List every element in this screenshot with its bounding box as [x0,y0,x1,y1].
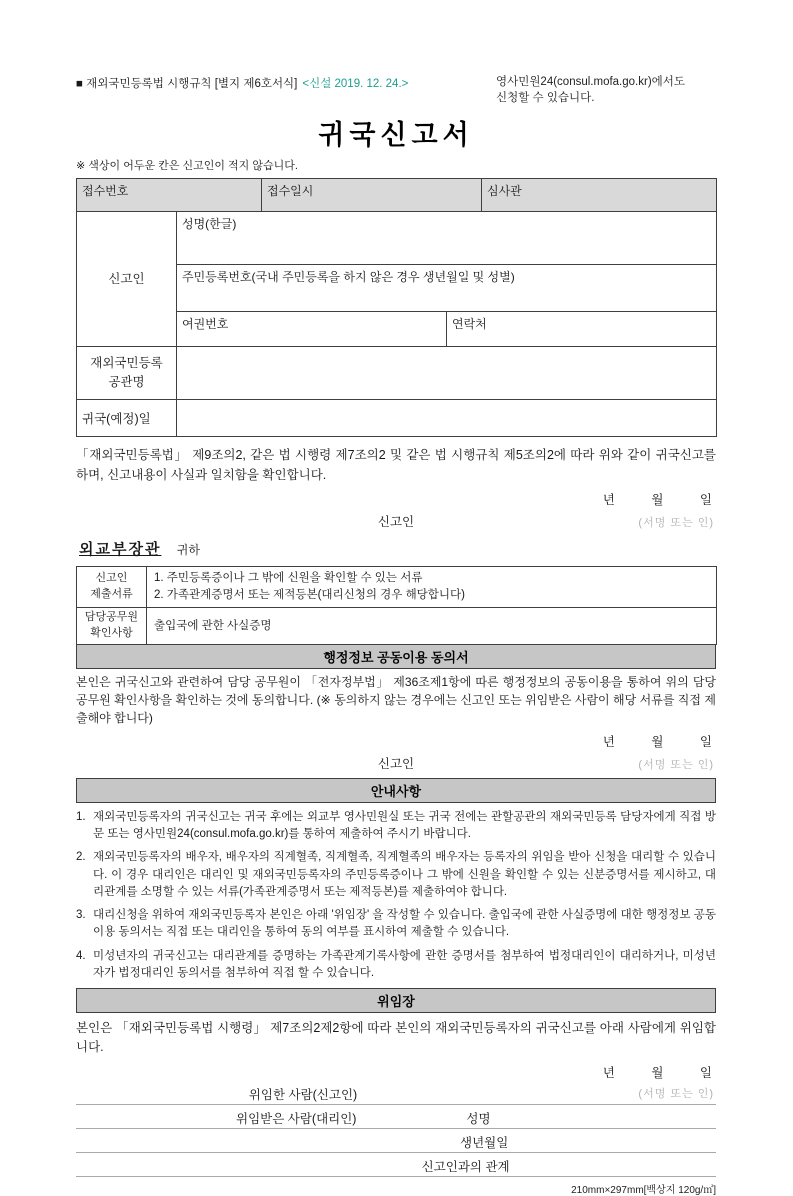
guidance-item-number: 1. [76,810,86,823]
return-date-label-cell [77,400,177,437]
consulate-field-cell[interactable] [177,347,717,400]
examiner-cell [482,179,717,212]
delegator-label: 위임한 사람(신고인) [248,1087,358,1102]
delegatee-birthdate-label: 생년월일 [460,1135,509,1150]
online-application-note [496,74,716,106]
return-date-label: 귀국(예정)일 [82,412,151,427]
passport-field-cell[interactable] [177,312,447,347]
year-label: 년 [602,734,615,749]
consent-signature-row [76,754,716,772]
delegation-date-line [76,1063,716,1081]
year-label: 년 [602,492,615,507]
return-report-form [76,74,716,1196]
delegatee-birthdate-row[interactable] [76,1129,716,1153]
consent-date-line [76,732,716,750]
contact-field-label: 연락처 [452,317,487,332]
declaration-date-line [76,490,716,508]
official-check-item: 출입국에 관한 사실증명 [154,619,272,632]
return-date-row [77,400,717,437]
delegation-body-text: 본인은 「재외국민등록법 시행령」 제7조의2제2항에 따라 본인의 재외국민등록자의 귀국신고를 아래 사람에게 위임합니다. [76,1021,716,1055]
reporter-label-cell [77,212,177,347]
delegation-section-title: 위임장 [76,988,716,1013]
guidance-item-text: 재외국민등록자의 귀국신고는 귀국 후에는 외교부 영사민원실 또는 귀국 전에는 관할공관의 재외국민등록 담당자에게 직접 방문 또는 영사민원24(consul.mofa.go.kr)를 통하여 제출하여 주시기 바랍니다. [93,810,716,841]
examiner-label: 심사관 [487,184,522,199]
official-check-item-cell [147,607,717,644]
rrn-field-cell[interactable] [177,265,717,312]
signer-label: 신고인 [377,514,415,529]
rule-reference-text: ■ 재외국민등록법 시행규칙 [별지 제6호서식] [76,78,298,90]
consent-body-text: 본인은 귀국신고와 관련하여 담당 공무원이 「전자정부법」 제36조제1항에 따른 행정정보의 공동이용을 통하여 위의 담당 공무원 확인사항을 확인하는 것에 동의합니다. (※ 동의하지 않는 경우에는 신고인 또는 위임받은 사람이 해당 서류를 직접 제출해야 합니다) [76,674,716,725]
official-check-label-line2: 확인사항 [90,626,133,639]
applicant-info-table [76,178,717,437]
consulate-label-line2: 공관명 [108,375,145,390]
submit-docs-label-cell [77,566,147,607]
form-rule-reference [76,74,408,106]
submit-docs-label-line1: 신고인 [95,572,128,584]
guidance-item-text: 대리신청을 위하여 재외국민등록자 본인은 아래 '위임장' 을 작성할 수 있습니다. 출입국에 관한 사실증명에 대한 행정정보 공동이용 동의서는 직접 또는 대리인을 통하여 동의 여부를 표시하여 제출할 수 있습니다. [93,909,716,939]
guidance-item [76,948,716,983]
consulate-label-line1: 재외국민등록 [90,356,163,371]
guidance-item-text: 미성년자의 귀국신고는 대리관계를 증명하는 가족관계기록사항에 관한 증명서를 첨부하여 법정대리인이 대리하거나, 미성년자가 법정대리인 동의서를 첨부하여 직접 할 수 있습니다. [93,949,716,979]
month-label: 월 [651,734,664,749]
delegatee-name-label: 성명 [466,1111,491,1126]
consulate-row [77,347,717,400]
form-title: 귀국신고서 [318,120,474,151]
receipt-no-cell [77,179,262,212]
paper-spec-note: 210mm×297mm[백상지 120g/㎡] [571,1184,716,1196]
delegatee-name-row[interactable] [76,1105,716,1129]
submit-docs-item2: 2. 가족관계증명서 또는 제적등본(대리신청의 경우 해당합니다) [154,588,465,601]
guidance-item-number: 2. [76,851,86,864]
required-documents-table [76,566,717,645]
form-header [76,74,716,106]
submit-docs-label-line2: 제출서류 [90,587,133,600]
consent-section-title: 행정정보 공동이용 동의서 [76,644,716,669]
official-check-label-cell [77,607,147,644]
guidance-item-text: 재외국민등록자의 배우자, 배우자의 직계혈족, 직계혈족, 직계혈족의 배우자는 등록자의 위임을 받아 신청을 대리할 수 있습니다. 이 경우 대리인은 대리인 및 재외국민등록자의 주민등록증이나 그 밖에 신원을 확인할 수 있는 신분증명서를 제시하고, 대리관계를 소명할 수 있는 서류(가족관계증명서 또는 제적등본)를 제출하여야 합니다. [93,851,716,898]
day-label: 일 [699,492,712,507]
day-label: 일 [699,734,712,749]
online-note-line1: 영사민원24(consul.mofa.go.kr)에서도 [496,76,685,88]
guidance-item [76,849,716,901]
declaration-text: 「재외국민등록법」 제9조의2, 같은 법 시행령 제7조의2 및 같은 법 시행규칙 제5조의2에 따라 위와 같이 귀국신고를 하며, 신고내용이 사실과 일치함을 확인합니다. [76,448,716,482]
name-field-cell[interactable] [177,212,717,265]
official-check-label-line1: 담당공무원 [84,610,139,623]
official-check-row [77,607,717,644]
signer-label: 신고인 [377,756,415,771]
guidance-section-title: 안내사항 [76,778,716,803]
month-label: 월 [651,1065,664,1080]
amendment-note: <신설 2019. 12. 24.> [302,78,409,90]
delegatee-relation-label: 신고인과의 관계 [421,1159,510,1174]
delegatee-label: 위임받은 사람(대리인) [236,1111,357,1126]
addressee-line [76,538,716,559]
name-row [77,212,717,265]
consulate-label-cell [77,347,177,400]
official-use-row [77,179,717,212]
guidance-item [76,809,716,844]
guidance-item-number: 3. [76,909,86,922]
receipt-no-label: 접수번호 [82,184,129,199]
rrn-field-label: 주민등록번호(국내 주민등록을 하지 않은 경우 생년월일 및 성별) [182,270,515,285]
contact-field-cell[interactable] [447,312,717,347]
online-note-line2: 신청할 수 있습니다. [496,92,595,105]
submit-docs-row [77,566,717,607]
year-label: 년 [602,1065,615,1080]
passport-field-label: 여권번호 [182,317,229,332]
receipt-time-label: 접수일시 [267,184,314,199]
receipt-time-cell [262,179,482,212]
sign-or-seal-hint: (서명 또는 인) [638,516,714,529]
guidance-list [76,809,716,982]
sign-or-seal-hint: (서명 또는 인) [638,758,714,771]
shaded-cells-note: ※ 색상이 어두운 칸은 신고인이 적지 않습니다. [76,160,298,173]
month-label: 월 [651,492,664,507]
guidance-item [76,907,716,942]
submit-docs-items-cell [147,566,717,607]
minister-label: 외교부장관 [79,540,162,558]
reporter-label: 신고인 [108,271,145,286]
submit-docs-item1: 1. 주민등록증이나 그 밖에 신원을 확인할 수 있는 서류 [154,572,423,585]
guidance-item-number: 4. [76,949,86,962]
return-date-field-cell[interactable] [177,400,717,437]
day-label: 일 [699,1065,712,1080]
delegatee-relation-row[interactable] [76,1153,716,1177]
delegator-row[interactable] [76,1081,716,1105]
sign-or-seal-hint: (서명 또는 인) [638,1087,714,1100]
declaration-signature-row [76,512,716,530]
honorific-label: 귀하 [176,542,200,557]
name-field-label: 성명(한글) [182,217,237,232]
